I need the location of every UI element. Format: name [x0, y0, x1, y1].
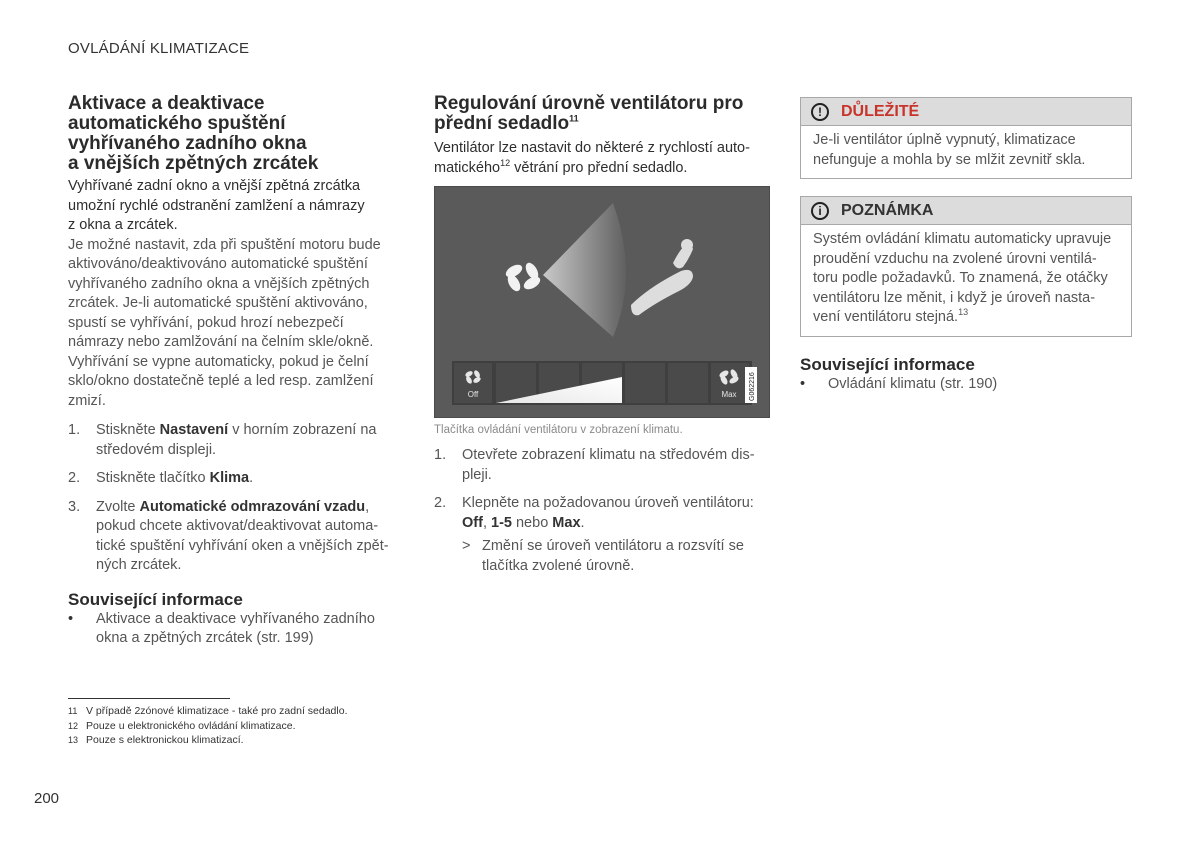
fan-icon	[504, 261, 543, 294]
section-heading-fan: Regulování úrovně ventilátoru pro přední sedadlo$^{11}$	[434, 93, 744, 134]
running-header: OVLÁDÁNÍ KLIMATIZACE	[68, 40, 250, 57]
max-label: Max	[721, 390, 737, 399]
climate-fan-illustration	[434, 186, 770, 418]
column-1	[68, 94, 400, 649]
airflow-beam	[543, 203, 626, 337]
footnote-divider	[68, 698, 230, 699]
footnotes	[68, 704, 348, 748]
related-link-climate[interactable]: • Ovládání klimatu (str. 190)	[800, 375, 998, 392]
note-header: i POZNÁMKA	[801, 197, 1131, 225]
warning-icon: !	[811, 103, 829, 121]
seat-icon	[631, 239, 693, 315]
info-icon: i	[811, 202, 829, 220]
result-arrow: >	[462, 538, 471, 554]
note-notice	[800, 196, 1132, 337]
step-2: 2. Stiskněte tlačítko Klima.	[68, 470, 254, 486]
footnote-ref-11: 11	[569, 113, 579, 124]
important-notice	[800, 97, 1132, 179]
fan-intro: Ventilátor lze nastavit do některé z rychlostí auto- matického$^{12}$ větrání pro přední sedadlo.	[434, 140, 750, 176]
footnote-11: 11 V případě 2zónové klimatizace - také pro zadní sedadlo.	[68, 705, 348, 717]
important-body: Je-li ventilátor úplně vypnutý, klimatizace nefunguje a mohla by se mlžit zevnitř skla.	[813, 132, 1086, 168]
note-body: Systém ovládání klimatu automaticky upravuje proudění vzduchu na zvolené úrovni ventilá- toru podle požadavků. To znamená, že otáčky ventilátoru lze měnit, i když je úroveň nasta- vení ventilátoru stejná.$^{13}$	[813, 231, 1112, 325]
page-number: 200	[34, 790, 60, 807]
body-paragraph: Je možné nastavit, zda při spuštění motoru bude aktivováno/deaktivováno automatické spuštění vyhřívaného zadního okna a vnějších zpětných zrcátek. Je-li automatické spuštění aktivováno, spustí se vyhřívání, pokud hrozí nebezpečí námrazy nebo zamlžování na čelním skle/okně. Vyhřívání se vypne automaticky, pokud je čelní sklo/okno dostatečně teplé a led resp. zamlžení zmizí.	[68, 236, 381, 409]
step-1: 1. Stiskněte Nastavení v horním zobrazení na středovém displeji.	[68, 422, 377, 458]
related-heading-2: Související informace	[800, 354, 975, 374]
fan-steps-list	[434, 446, 768, 533]
related-list	[68, 610, 400, 649]
lead-paragraph: Vyhřívané zadní okno a vnější zpětná zrcátka umožní rychlé odstranění zamlžení a námrazy z okna a zrcátek.	[68, 178, 365, 233]
figure-caption: Tlačítka ovládání ventilátoru v zobrazení klimatu.	[434, 424, 683, 436]
fan-step-2: 2. Klepněte na požadovanou úroveň ventilátoru: Off, 1-5 nebo Max.	[434, 495, 754, 531]
important-header: ! DŮLEŽITÉ	[801, 98, 1131, 126]
step-result: > Změní se úroveň ventilátoru a rozsvítí se tlačítka zvolené úrovně.	[462, 538, 744, 574]
footnote-ref-13: 13	[958, 307, 969, 318]
section-heading-defrost: Aktivace a deaktivace automatického spuštění vyhřívaného zadního okna a vnějších zpětných zrcátek	[68, 93, 319, 174]
related-list-2	[800, 375, 1132, 395]
related-heading: Související informace	[68, 589, 243, 609]
related-link-defrost[interactable]: • Aktivace a deaktivace vyhřívaného zadního okna a zpětných zrcátek (str. 199)	[68, 610, 375, 646]
footnote-13: 13 Pouze s elektronickou klimatizací.	[68, 734, 244, 746]
footnote-ref-12: 12	[500, 157, 511, 168]
column-3	[800, 97, 1132, 394]
off-label: Off	[467, 390, 479, 399]
step-3: 3. Zvolte Automatické odmrazování vzadu, pokud chcete aktivovat/deaktivovat automa- tické spuštění vyhřívání oken a vnějších zpět- ných zrcátek.	[68, 498, 389, 573]
footnote-12: 12 Pouze u elektronického ovládání klimatizace.	[68, 719, 296, 732]
fan-illustration-svg	[435, 187, 769, 417]
figure-code: G062216	[749, 372, 756, 401]
column-2	[434, 94, 768, 576]
steps-list	[68, 421, 400, 576]
fan-step-1: 1. Otevřete zobrazení klimatu na středovém dis- pleji.	[434, 447, 755, 483]
